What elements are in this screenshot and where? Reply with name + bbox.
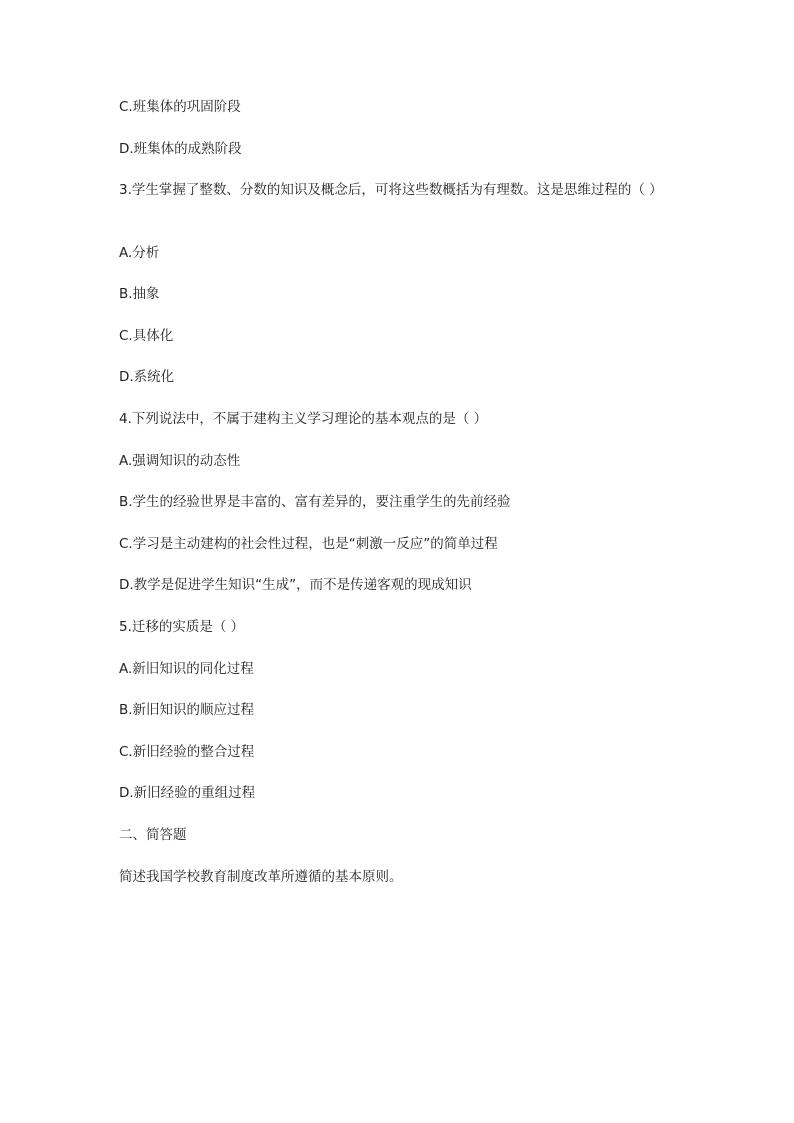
short-answer-question: 简述我国学校教育制度改革所遵循的基本原则。 xyxy=(119,869,403,885)
option-d-q4: D.教学是促进学生知识“生成”，而不是传递客观的现成知识 xyxy=(119,577,472,593)
option-a-q5: A.新旧知识的同化过程 xyxy=(119,661,254,677)
option-d-q2: D.班集体的成熟阶段 xyxy=(119,141,242,157)
section-heading-short-answer: 二、简答题 xyxy=(119,827,187,843)
question-4: 4.下列说法中，不属于建构主义学习理论的基本观点的是（ ） xyxy=(119,411,488,427)
question-5: 5.迁移的实质是（ ） xyxy=(119,619,245,635)
option-b-q5: B.新旧知识的顺应过程 xyxy=(119,702,255,718)
option-d-q5: D.新旧经验的重组过程 xyxy=(119,785,256,801)
option-a-q4: A.强调知识的动态性 xyxy=(119,453,241,469)
option-c-q3: C.具体化 xyxy=(119,328,174,344)
option-b-q4: B.学生的经验世界是丰富的、富有差异的，要注重学生的先前经验 xyxy=(119,494,511,510)
option-c-q4: C.学习是主动建构的社会性过程，也是“刺激一反应”的简单过程 xyxy=(119,536,498,552)
option-c-q5: C.新旧经验的整合过程 xyxy=(119,744,255,760)
option-b-q3: B.抽象 xyxy=(119,286,160,302)
option-d-q3: D.系统化 xyxy=(119,369,175,385)
option-c-q2: C.班集体的巩固阶段 xyxy=(119,99,241,115)
question-3: 3.学生掌握了整数、分数的知识及概念后，可将这些数概括为有理数。这是思维过程的（ ） xyxy=(119,182,663,198)
option-a-q3: A.分析 xyxy=(119,245,160,261)
